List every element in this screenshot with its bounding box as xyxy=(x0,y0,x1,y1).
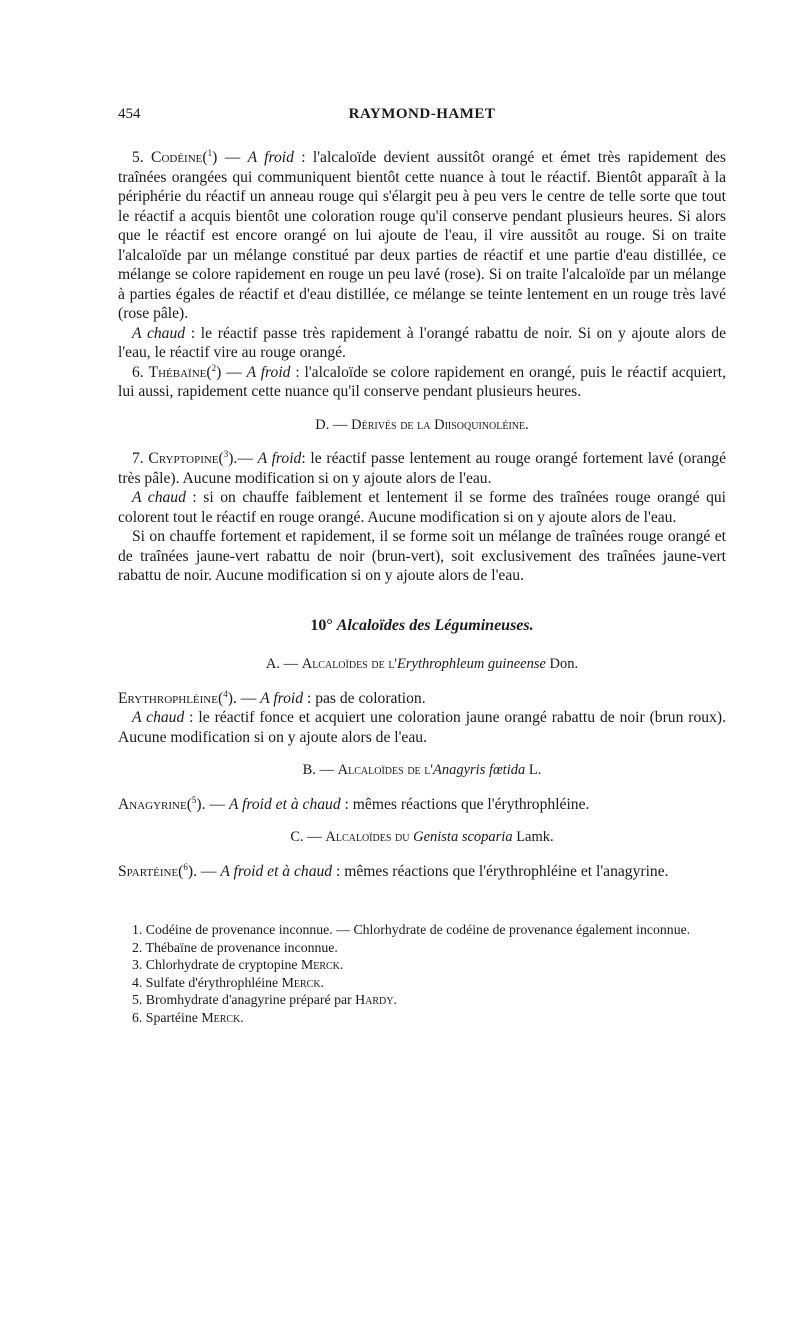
condition-cold: A froid xyxy=(247,149,294,166)
footnote-text: Thébaïne de provenance inconnue. xyxy=(145,939,338,955)
footnote-5 xyxy=(118,991,726,1009)
section-prefix: Alcaloïdes de l' xyxy=(337,762,433,778)
footnote-supplier: Merck. xyxy=(281,974,325,990)
entry-text: : mêmes réactions que l'érythrophléine. xyxy=(340,795,590,813)
compound-name: Erythrophléine xyxy=(118,689,218,707)
footnote-6 xyxy=(118,1009,726,1027)
dash: ).— xyxy=(228,450,258,467)
section-heading-c xyxy=(118,828,726,848)
condition-cold: A froid xyxy=(246,363,291,381)
dash: ). — xyxy=(227,689,261,707)
section-genus: Genista scoparia xyxy=(413,829,513,845)
running-head-author: RAYMOND-HAMET xyxy=(348,106,496,122)
entry-erythrophleine-hot xyxy=(118,708,726,747)
section-genus: Erythrophleum guineense xyxy=(397,656,546,672)
footnote-2 xyxy=(118,939,726,957)
section-heading-d xyxy=(118,416,726,436)
footnote-4 xyxy=(118,974,726,992)
footnote-number: 2. xyxy=(132,939,146,955)
entry-text: : le réactif passe très rapidement à l'orangé rabattu de noir. Si on y ajoute alors de l'eau, le réactif vire au rouge orangé. xyxy=(118,324,726,361)
footnote-text: Spartéine xyxy=(145,1009,202,1025)
compound-name: Thébaïne xyxy=(148,363,207,381)
entry-text: : mêmes réactions que l'érythrophléine et l'anagyrine. xyxy=(332,862,669,880)
dash: ). — xyxy=(196,795,229,813)
section-prefix: Alcaloïdes de l' xyxy=(301,656,398,672)
condition-hot: A chaud xyxy=(132,709,185,726)
section-letter: B. — xyxy=(302,762,338,778)
section-letter: C. — xyxy=(290,829,326,845)
footnote-number: 5. xyxy=(132,992,146,1007)
dash: ). — xyxy=(187,862,221,880)
running-head xyxy=(118,106,726,130)
footnote-text: Chlorhydrate de cryptopine xyxy=(145,957,301,972)
entry-text: Si on chauffe fortement et rapidement, il se forme soit un mélange de traînées rouge orangé et de traînées jaune-vert rabattu de noir (brun-vert), soit exclusivement des traînées jaune-vert rabattu de noir. Aucune modification si on y ajoute alors de l'eau. xyxy=(118,528,726,584)
section-authority: Lamk. xyxy=(512,829,554,845)
footnote-ref: 5 xyxy=(191,794,197,805)
entry-number: 5. xyxy=(132,149,144,166)
entry-codeine: 5. Codéine($^1$) — A froid : l'alcaloïde devient aussitôt orangé et émet très rapidement des traînées orangées qui communiquent bientôt cette nuance à tout le réactif. Bientôt apparaît à la périphérie du réactif un anneau rouge qui s'élargit peu à peu vers le centre de telle sorte que tout le réactif a acquis bientôt une coloration rouge qu'il conserve pendant plusieurs heures. Si alors que le réactif est encore orangé on lui ajoute de l'eau, il vire aussitôt au rouge. Si on traite l'alcaloïde par un mélange constitué par deux parties de réactif et une partie d'eau distillée, ce mélange se colore rapidement en rouge un peu lavé (rose). Si on traite l'alcaloïde par un mélange à parties égales de réactif et d'eau distillée, ce mélange se teinte lentement en un rouge très lavé (rose pâle). xyxy=(118,147,727,322)
condition-cold: A froid xyxy=(260,689,304,707)
entry-erythrophleine: Erythrophléine($^4$). — A froid : pas de coloration. xyxy=(118,688,426,707)
chapter-title: Alcaloïdes des Légumineuses. xyxy=(336,616,534,634)
body-text xyxy=(118,148,726,881)
entry-codeine-hot xyxy=(118,324,726,363)
page xyxy=(118,106,726,1026)
entry-cryptopine: 7. Cryptopine($^3$).— A froid: le réactif passe lentement au rouge orangé fortement lavé (orangé très pâle). Aucune modification si on y ajoute alors de l'eau. xyxy=(118,448,726,487)
entry-text: : si on chauffe faiblement et lentement il se forme des traînées rouge orangé qui colorent tout le réactif en rouge orangé. Aucune modification si on y ajoute alors de l'eau. xyxy=(118,489,726,526)
entry-text: : l'alcaloïde devient aussitôt orangé et émet très rapidement des traînées orangées qui communiquent bientôt cette nuance à tout le réactif. Bientôt apparaît à la périphérie du réactif un anneau rouge qui s'élargit peu à peu vers le centre de telle sorte que tout le réactif a acquis bientôt une coloration rouge qu'il conserve pendant plusieurs heures. Si alors que le réactif est encore orangé on lui ajoute de l'eau, il vire aussitôt au rouge. Si on traite l'alcaloïde par un mélange constitué par deux parties de réactif et une partie d'eau distillée, ce mélange se colore rapidement en rouge un peu lavé (rose). Si on traite l'alcaloïde par un mélange à parties égales de réactif et d'eau distillée, ce mélange se teinte lentement en un rouge très lavé (rose pâle). xyxy=(118,149,727,322)
entry-sparteine: Spartéine($^6$). — A froid et à chaud : mêmes réactions que l'érythrophléine et l'anagyrine. xyxy=(118,861,669,880)
condition-hot: A chaud xyxy=(132,324,186,342)
footnote-number: 1. xyxy=(132,922,146,937)
entry-number: 6. xyxy=(132,363,144,381)
entry-thebaine: 6. Thébaïne($^2$) — A froid : l'alcaloïde se colore rapidement en orangé, puis le réactif acquiert, lui aussi, rapidement cette nuance qu'il conserve pendant plusieurs heures. xyxy=(118,362,726,400)
footnote-number: 3. xyxy=(132,957,146,972)
footnote-ref: 4 xyxy=(223,688,228,699)
condition-cold: A froid xyxy=(257,450,302,467)
chapter-heading xyxy=(118,616,726,636)
compound-name: Cryptopine xyxy=(148,450,219,467)
footnote-text: Codéine de provenance inconnue. — Chlorhydrate de codéine de provenance également inconnue. xyxy=(145,922,691,937)
section-heading-b xyxy=(118,761,726,781)
footnote-ref: 6 xyxy=(183,861,188,872)
footnote-ref: 3 xyxy=(223,448,229,459)
section-title: Dérivés de la Diisoquinoléine. xyxy=(351,416,529,433)
condition-cold-hot: A froid et à chaud xyxy=(220,862,333,880)
entry-text: : le réactif passe lentement au rouge orangé fortement lavé (orangé très pâle). Aucune modification si on y ajoute alors de l'eau. xyxy=(118,450,726,487)
footnote-ref: 2 xyxy=(211,362,217,373)
footnote-1 xyxy=(118,921,726,939)
entry-cryptopine-strong xyxy=(118,527,726,586)
section-genus: Anagyris fœtida xyxy=(433,762,526,778)
entry-text: : le réactif fonce et acquiert une coloration jaune orangé rabattu de noir (brun roux). Aucune modification si on y ajoute alors de l'eau. xyxy=(118,709,726,746)
entry-text: : l'alcaloïde se colore rapidement en orangé, puis le réactif acquiert, lui aussi, rapidement cette nuance qu'il conserve pendant plusieurs heures. xyxy=(118,363,726,400)
entry-anagyrine: Anagyrine($^5$). — A froid et à chaud : mêmes réactions que l'érythrophléine. xyxy=(118,794,590,813)
footnote-supplier: Hardy. xyxy=(355,992,397,1007)
section-heading-a xyxy=(118,655,726,675)
entry-number: 7. xyxy=(132,450,144,467)
section-authority: Don. xyxy=(545,656,579,672)
page-number: 454 xyxy=(118,106,141,122)
compound-name: Anagyrine xyxy=(118,795,187,813)
footnote-number: 6. xyxy=(132,1009,146,1025)
footnote-number: 4. xyxy=(132,974,146,990)
section-letter: A. — xyxy=(265,656,302,672)
section-letter: D. — xyxy=(315,416,352,433)
compound-name: Spartéine xyxy=(118,862,179,880)
entry-text: : pas de coloration. xyxy=(303,689,426,707)
dash: ) — xyxy=(212,149,248,166)
condition-hot: A chaud xyxy=(132,489,186,506)
footnote-text: Sulfate d'érythrophléine xyxy=(145,974,282,990)
footnote-ref: 1 xyxy=(207,147,213,158)
footnote-3 xyxy=(118,956,726,974)
compound-name: Codéine xyxy=(151,149,203,166)
dash: ) — xyxy=(216,363,247,381)
footnote-supplier: Merck. xyxy=(300,957,344,972)
chapter-number: 10° xyxy=(310,616,337,634)
footnotes xyxy=(118,921,726,1026)
condition-cold-hot: A froid et à chaud xyxy=(228,795,341,813)
footnote-text: Bromhydrate d'anagyrine préparé par xyxy=(145,992,356,1007)
footnote-supplier: Merck. xyxy=(201,1009,244,1025)
entry-cryptopine-hot xyxy=(118,488,726,527)
section-prefix: Alcaloïdes du xyxy=(325,829,414,845)
section-authority: L. xyxy=(525,762,542,778)
